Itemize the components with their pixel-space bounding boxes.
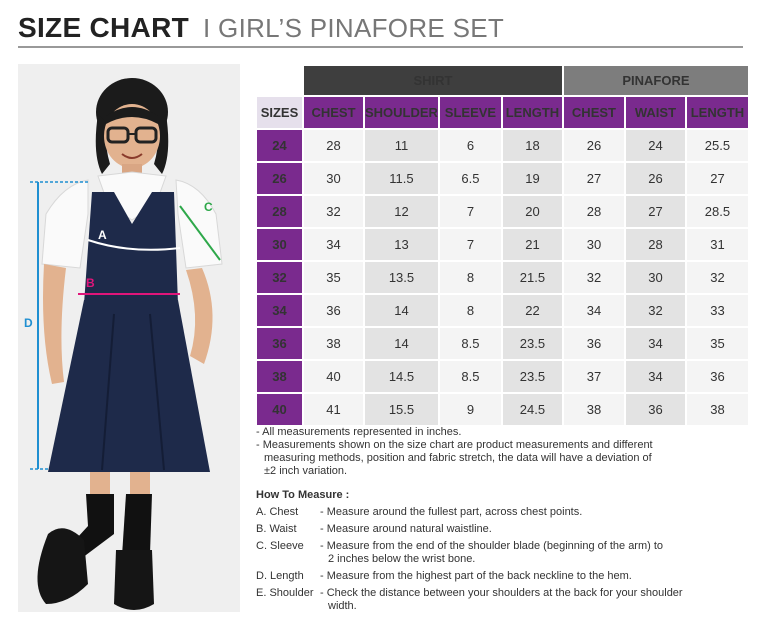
group-header-shirt: SHIRT [304, 66, 562, 95]
column-header-shirt-chest: CHEST [304, 97, 363, 128]
cell-shirt-sleeve: 7 [440, 196, 501, 227]
size-cell: 36 [257, 328, 302, 359]
cell-shirt-length: 23.5 [503, 328, 562, 359]
cell-pinafore-length: 35 [687, 328, 748, 359]
measure-step-text [320, 587, 746, 613]
measure-step-label: B. Waist [256, 523, 297, 535]
measure-step-line: - Measure from the end of the shoulder blade (beginning of the arm) to [320, 540, 664, 552]
cell-shirt-shoulder: 14 [365, 295, 438, 326]
cell-shirt-length: 19 [503, 163, 562, 194]
page-title: SIZE CHART [18, 12, 189, 43]
size-chart-table [255, 64, 750, 427]
column-header-shirt-shoulder: SHOULDER [365, 97, 438, 128]
cell-shirt-sleeve: 9 [440, 394, 501, 425]
measure-label-a: A [98, 228, 107, 242]
cell-pinafore-chest: 34 [564, 295, 624, 326]
measure-step-label: E. Shoulder [256, 587, 314, 599]
cell-shirt-chest: 32 [304, 196, 363, 227]
table-row [257, 229, 748, 260]
cell-shirt-sleeve: 7 [440, 229, 501, 260]
cell-shirt-chest: 28 [304, 130, 363, 161]
cell-shirt-shoulder: 13 [365, 229, 438, 260]
cell-pinafore-waist: 36 [626, 394, 685, 425]
size-cell: 26 [257, 163, 302, 194]
cell-pinafore-waist: 28 [626, 229, 685, 260]
cell-pinafore-waist: 32 [626, 295, 685, 326]
cell-pinafore-chest: 37 [564, 361, 624, 392]
size-cell: 28 [257, 196, 302, 227]
cell-shirt-sleeve: 8 [440, 262, 501, 293]
size-cell: 30 [257, 229, 302, 260]
table-row [257, 328, 748, 359]
table-row [257, 196, 748, 227]
measure-step-line: - Measure around the fullest part, across chest points. [320, 506, 583, 518]
measure-step-line: width. [328, 600, 357, 612]
cell-shirt-sleeve: 8.5 [440, 328, 501, 359]
cell-pinafore-length: 33 [687, 295, 748, 326]
cell-shirt-shoulder: 15.5 [365, 394, 438, 425]
table-corner [257, 66, 302, 95]
cell-shirt-chest: 34 [304, 229, 363, 260]
measure-step-text [320, 540, 746, 566]
girl-in-pinafore-illustration [18, 64, 240, 612]
cell-shirt-length: 24.5 [503, 394, 562, 425]
size-cell: 34 [257, 295, 302, 326]
cell-shirt-length: 20 [503, 196, 562, 227]
cell-shirt-shoulder: 11 [365, 130, 438, 161]
table-row [257, 130, 748, 161]
measure-step [256, 570, 746, 583]
cell-shirt-shoulder: 12 [365, 196, 438, 227]
column-header-sizes: SIZES [257, 97, 302, 128]
cell-shirt-chest: 41 [304, 394, 363, 425]
cell-pinafore-chest: 27 [564, 163, 624, 194]
cell-pinafore-chest: 32 [564, 262, 624, 293]
cell-pinafore-waist: 24 [626, 130, 685, 161]
column-header-pinafore-waist: WAIST [626, 97, 685, 128]
measure-label-c: C [204, 200, 213, 214]
note-deviation-line-1: - Measurements shown on the size chart are product measurements and different [256, 439, 653, 451]
measure-step-line: 2 inches below the wrist bone. [328, 553, 476, 565]
measure-step-line: - Measure around natural waistline. [320, 523, 492, 535]
cell-pinafore-waist: 34 [626, 328, 685, 359]
size-cell: 24 [257, 130, 302, 161]
note-deviation-line-3: ±2 inch variation. [264, 465, 348, 477]
cell-pinafore-chest: 26 [564, 130, 624, 161]
table-row [257, 262, 748, 293]
measure-step-label: C. Sleeve [256, 540, 304, 552]
measure-label-d: D [24, 316, 33, 330]
cell-shirt-shoulder: 14.5 [365, 361, 438, 392]
cell-shirt-sleeve: 6.5 [440, 163, 501, 194]
cell-shirt-length: 18 [503, 130, 562, 161]
cell-shirt-shoulder: 13.5 [365, 262, 438, 293]
size-rows [257, 130, 748, 425]
measure-step [256, 587, 746, 613]
measure-step [256, 506, 746, 519]
measure-step-label: A. Chest [256, 506, 299, 518]
measure-label-b: B [86, 276, 95, 290]
cell-shirt-length: 21.5 [503, 262, 562, 293]
cell-shirt-shoulder: 14 [365, 328, 438, 359]
cell-shirt-chest: 38 [304, 328, 363, 359]
cell-shirt-shoulder: 11.5 [365, 163, 438, 194]
measure-step-line: - Check the distance between your shoulders at the back for your shoulder [320, 587, 683, 599]
cell-pinafore-length: 31 [687, 229, 748, 260]
cell-shirt-length: 22 [503, 295, 562, 326]
table-row [257, 361, 748, 392]
cell-pinafore-waist: 26 [626, 163, 685, 194]
cell-pinafore-length: 36 [687, 361, 748, 392]
cell-pinafore-length: 38 [687, 394, 748, 425]
cell-shirt-sleeve: 6 [440, 130, 501, 161]
measure-step-text [320, 523, 746, 536]
measure-step [256, 523, 746, 536]
measure-step-text [320, 570, 746, 583]
cell-shirt-chest: 35 [304, 262, 363, 293]
cell-shirt-chest: 30 [304, 163, 363, 194]
note-deviation-line-2: measuring methods, position and fabric stretch, the data will have a deviation of [264, 452, 652, 464]
cell-pinafore-waist: 27 [626, 196, 685, 227]
cell-shirt-length: 23.5 [503, 361, 562, 392]
cell-shirt-sleeve: 8 [440, 295, 501, 326]
cell-pinafore-waist: 30 [626, 262, 685, 293]
cell-shirt-chest: 40 [304, 361, 363, 392]
size-cell: 40 [257, 394, 302, 425]
page-subtitle: I GIRL’S PINAFORE SET [203, 13, 505, 43]
header-divider [18, 46, 743, 48]
group-header-pinafore: PINAFORE [564, 66, 748, 95]
cell-pinafore-chest: 38 [564, 394, 624, 425]
measure-step-line: - Measure from the highest part of the back neckline to the hem. [320, 570, 632, 582]
cell-shirt-sleeve: 8.5 [440, 361, 501, 392]
cell-pinafore-waist: 34 [626, 361, 685, 392]
column-header-pinafore-chest: CHEST [564, 97, 624, 128]
table-row [257, 163, 748, 194]
cell-shirt-chest: 36 [304, 295, 363, 326]
cell-pinafore-length: 25.5 [687, 130, 748, 161]
size-cell: 32 [257, 262, 302, 293]
product-photo [18, 64, 240, 612]
measure-step [256, 540, 746, 566]
cell-pinafore-length: 28.5 [687, 196, 748, 227]
cell-pinafore-length: 27 [687, 163, 748, 194]
measurement-notes [256, 426, 746, 478]
table-row [257, 295, 748, 326]
measure-step-label: D. Length [256, 570, 304, 582]
measure-step-text [320, 506, 746, 519]
column-header-shirt-sleeve: SLEEVE [440, 97, 501, 128]
column-header-shirt-length: LENGTH [503, 97, 562, 128]
cell-pinafore-chest: 28 [564, 196, 624, 227]
how-to-measure-steps [256, 506, 746, 617]
column-header-pinafore-length: LENGTH [687, 97, 748, 128]
cell-shirt-length: 21 [503, 229, 562, 260]
size-cell: 38 [257, 361, 302, 392]
page-header [18, 12, 504, 48]
note-units: - All measurements represented in inches. [256, 426, 462, 438]
table-row [257, 394, 748, 425]
cell-pinafore-chest: 36 [564, 328, 624, 359]
cell-pinafore-chest: 30 [564, 229, 624, 260]
how-to-measure-title: How To Measure : [256, 489, 350, 501]
cell-pinafore-length: 32 [687, 262, 748, 293]
